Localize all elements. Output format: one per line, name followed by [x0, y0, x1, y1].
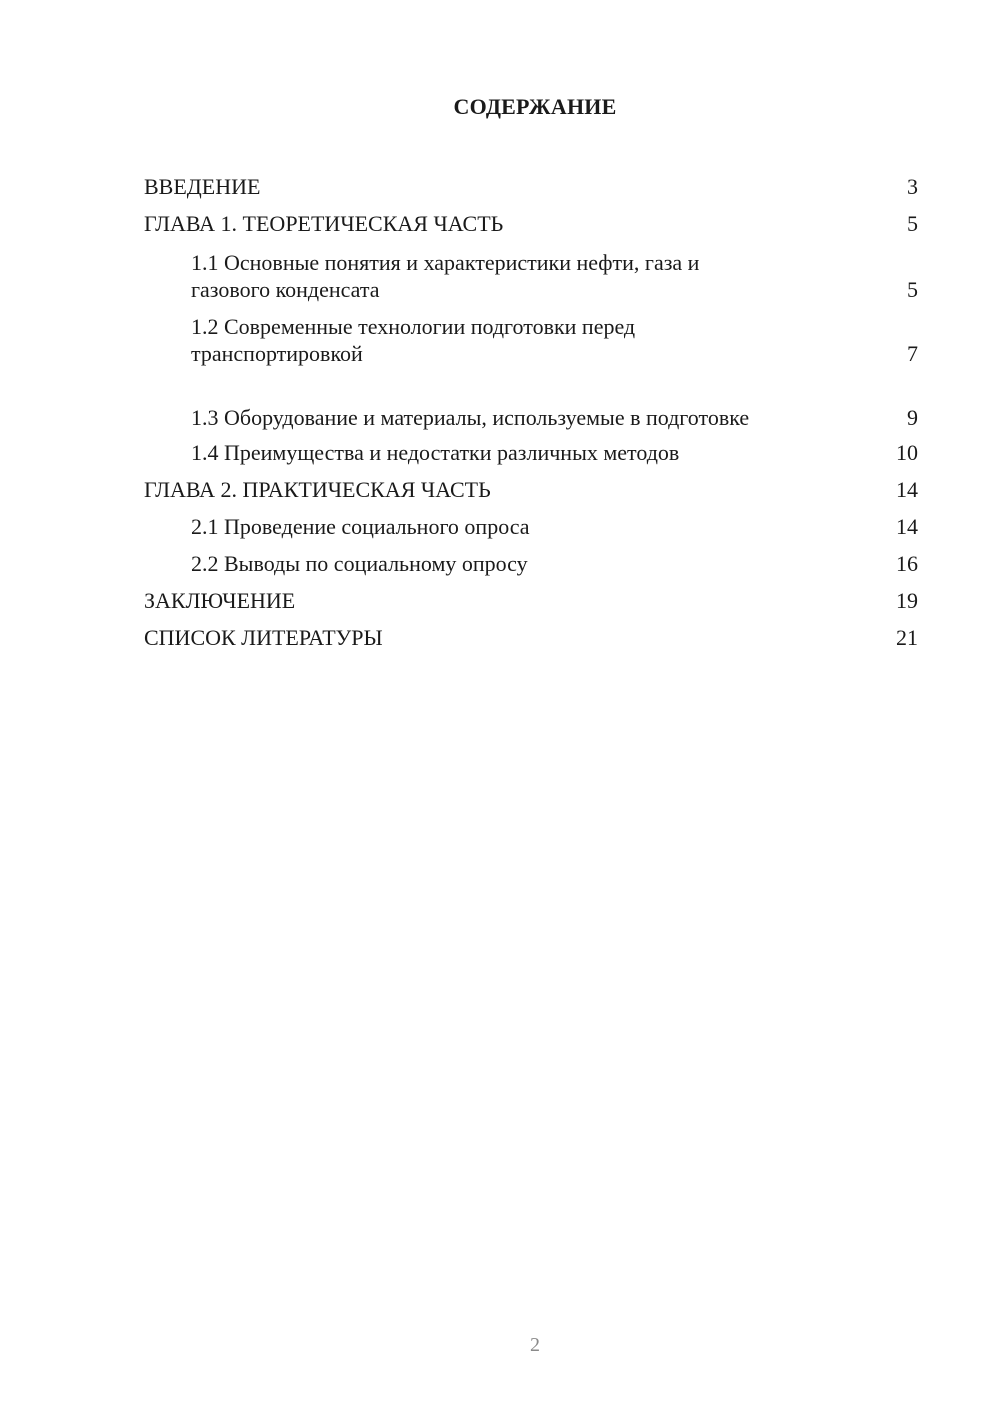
toc-entry-label: 2.2 Выводы по социальному опросу [191, 551, 528, 576]
toc-entry-chapter-2 [144, 471, 918, 508]
toc-entry-label: ГЛАВА 1. ТЕОРЕТИЧЕСКАЯ ЧАСТЬ [144, 211, 504, 236]
toc-entry-page: 7 [907, 341, 918, 366]
toc-entry-section-2-1 [144, 508, 918, 545]
toc-entry-page: 21 [896, 625, 918, 650]
toc-entry-page: 14 [896, 477, 918, 502]
toc-entry-page: 3 [907, 174, 918, 199]
page-title: СОДЕРЖАНИЕ [453, 94, 617, 119]
toc-entry-page: 10 [896, 440, 918, 465]
toc-entry-label: 1.1 Основные понятия и характеристики нефти, газа и газового конденсата [191, 250, 700, 302]
toc-entry-page: 16 [896, 551, 918, 576]
toc-entry-section-1-4 [144, 434, 918, 471]
toc-entry-label: ЗАКЛЮЧЕНИЕ [144, 588, 296, 613]
toc-entry-label: ГЛАВА 2. ПРАКТИЧЕСКАЯ ЧАСТЬ [144, 477, 491, 502]
toc-entry-section-2-2 [144, 545, 918, 582]
toc-entry-label: СПИСОК ЛИТЕРАТУРЫ [144, 625, 383, 650]
toc-entry-page: 14 [896, 514, 918, 539]
toc-entry-references [144, 619, 918, 656]
toc-entry-section-1-1 [144, 242, 918, 306]
toc-entry-section-1-2 [144, 306, 918, 370]
toc-entry-label: 1.4 Преимущества и недостатки различных методов [191, 440, 680, 465]
page-number: 2 [530, 1334, 540, 1356]
toc-entry-introduction [144, 168, 918, 205]
toc-entry-page: 5 [907, 277, 918, 302]
toc-entry-label: 1.3 Оборудование и материалы, используемые в подготовке [191, 405, 750, 430]
toc-entry-page: 19 [896, 588, 918, 613]
toc-entry-conclusion [144, 582, 918, 619]
table-of-contents [144, 168, 918, 656]
toc-entry-label: 1.2 Современные технологии подготовки перед транспортировкой [191, 314, 636, 366]
toc-entry-page: 5 [907, 211, 918, 236]
toc-entry-label: ВВЕДЕНИЕ [144, 174, 261, 199]
toc-entry-chapter-1 [144, 205, 918, 242]
toc-entry-label: 2.1 Проведение социального опроса [191, 514, 530, 539]
toc-entry-section-1-3 [144, 370, 918, 434]
toc-entry-page: 9 [907, 405, 918, 430]
